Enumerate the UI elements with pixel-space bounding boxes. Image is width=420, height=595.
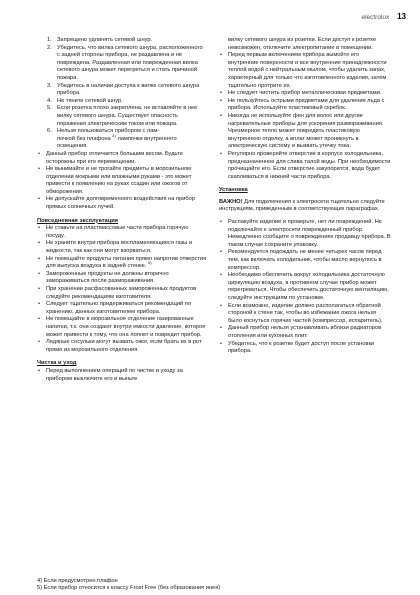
list-item: • Регулярно проверяйте отверстие в корпусе холодильника, предназначенное для слива талой воды. При необходимости прочищайте его. Если отверстие закупорится, вода будет скапливаться в нижней части прибора.: [228, 151, 391, 181]
list-item: • Данный прибор нельзя устанавливать вблизи радиаторов отопления или кухонных плит.: [228, 325, 391, 340]
list-item: Не тяните сетевой шнур.: [57, 97, 123, 104]
list-item: Убедитесь в наличии доступа к вилке сетевого шнура прибора.: [57, 82, 200, 97]
section-heading-cleaning: Чистка и уход: [37, 360, 77, 367]
cleaning-bullet-list: [37, 368, 207, 383]
list-item-text: Не помещайте продукты питания прямо напротив отверстия для выпуска воздуха в задней стенке.: [46, 255, 207, 270]
list-item: • Данный прибор отличается большим весом. Будьте осторожны при его перемещении.: [46, 151, 207, 166]
list-item: • Ледяные сосульки могут вызвать ожог, если брать их в рот прямо из морозильного отделения.: [46, 339, 207, 354]
continuation-text: почкой без плафона: [57, 135, 111, 142]
safety-bullet-list: [37, 151, 207, 212]
list-item: • Следует тщательно придерживаться рекомендаций по хранению, данных изготовителем прибора.: [46, 301, 207, 316]
list-item: [46, 256, 207, 271]
page-number: 13: [397, 12, 406, 21]
footnote: 5) Если прибор относится к классу Frost Free (без образования инея): [37, 585, 221, 592]
list-item: Если розетка плохо закреплена, не вставляйте в нее вилку сетевого шнура. Существует опасность поражения электрическим током или пожара.: [57, 105, 198, 127]
list-item: • Рекомендуется подождать не менее четырех часов перед тем, как включать холодильник, чтобы масло вернулось в компрессор.: [228, 249, 391, 272]
warning-text: Для подключения к электросети тщательно следуйте инструкциям, приведенным в соответствующих параграфах.: [219, 198, 385, 213]
list-item: • Не помещайте в морозильное отделение газированные напитки, т.к. они создают внутри емкости давление, которое может привести к тому, что она лопнет и повредит прибор.: [46, 316, 207, 339]
list-item: • Перед первым включением прибора вымойте его внутренние поверхности и все внутренние принадлежности теплой водой с нейтральным мылом, чтобы удалить запах, характерный для только что изготовленного изделия, затем тщательно протрите их.: [228, 52, 391, 90]
cleaning-bullet-list-cont: [219, 52, 391, 181]
list-item: • Не пользуйтесь острыми предметами для удаления льда с прибора. Используйте пластиковый скребок.: [228, 98, 391, 113]
footnote-ref: 4): [112, 132, 116, 138]
continuation-text: лампочки внутреннего освещения.: [57, 135, 177, 150]
warning-paragraph: [219, 199, 391, 214]
list-item: • Необходимо обеспечить вокруг холодильника достаточную циркуляцию воздуха, в противном случае прибор может перегреваться. Чтобы обеспечить достаточную вентиляцию, следуйте инструкциям по установке.: [228, 272, 391, 302]
left-column: [37, 37, 207, 383]
brand-name: electrolux: [361, 14, 390, 21]
warning-label: ВАЖНО!: [219, 198, 243, 205]
safety-numbered-list: [37, 37, 207, 136]
list-item: Убедитесь, что вилка сетевого шнура, расположенного с задней стороны прибора, не раздавлена и не повреждена. Раздавленная или поврежденная вилка сетевого шнура может перегреться и стать причиной пожара.: [57, 44, 203, 81]
section-heading-install: Установка: [219, 187, 248, 194]
list-item: • При хранении расфасованных замороженных продуктов следуйте рекомендациям изготовителя.: [46, 286, 207, 301]
list-item: • Распакуйте изделие и проверьте, нет ли повреждений. Не подключайте к электросети поврежденный прибор. Немедленно сообщите о повреждениях продавцу прибора. В таком случае сохраните упаковку.: [228, 219, 391, 249]
list-item: • Если возможно, изделие должно располагаться обратной стороной к стене так, чтобы во избежание ожога нельзя было коснуться горячих частей (компрессор, испаритель).: [228, 303, 391, 326]
footnotes: [37, 578, 407, 593]
list-item: • Перед выполнением операций по чистке и уходу за прибором выключите его и выньте: [46, 368, 207, 383]
list-item: Нельзя пользоваться прибором с лам-: [57, 128, 160, 135]
page-header: [361, 12, 406, 21]
footnote: 4) Если предусмотрен плафон: [37, 578, 118, 584]
list-item-continuation: [37, 132, 207, 151]
install-bullet-list: [219, 219, 391, 356]
list-item: Запрещено удлинять сетевой шнур.: [57, 37, 153, 43]
list-item: • Замороженные продукты не должны вторично замораживаться после размораживания.: [46, 271, 207, 286]
list-item: • Не храните внутри прибора воспламеняющиеся газы и жидкости, так как они могут взорваться.: [46, 240, 207, 255]
right-column: [219, 37, 391, 356]
list-item-continuation: вилку сетевого шнура из розетки. Если доступ к розетке невозможен, отключите электропитание в помещении.: [228, 37, 377, 51]
usage-bullet-list: [37, 225, 207, 354]
footnote-ref: 5): [148, 260, 152, 266]
list-item: • Никогда не используйте фен для волос или другие нагревательные приборы для ускорения размораживания. Чрезмерное тепло может повредить пластиковую внутреннюю отделку, а вплаг может проникнуть в электрическую систему и вызвать утечку тока.: [228, 113, 391, 151]
list-item: • Не вынимайте и не трогайте предметы в морозильном отделении мокрыми или влажными руками - это может привести к появлению на руках ссадин или ожогов от обморожения.: [46, 166, 207, 196]
section-heading-usage: Повседневная эксплуатация: [37, 217, 119, 224]
list-item: • Не ставьте на пластмассовые части прибора горячую посуду.: [46, 225, 207, 240]
list-item: • Не допускайте долговременного воздействия на прибор прямых солнечных лучей.: [46, 196, 207, 211]
list-item: • Убедитесь, что к розетке будет доступ после установки прибора.: [228, 341, 391, 356]
list-item: • Не следует чистить прибор металлическими предметами.: [228, 90, 391, 98]
